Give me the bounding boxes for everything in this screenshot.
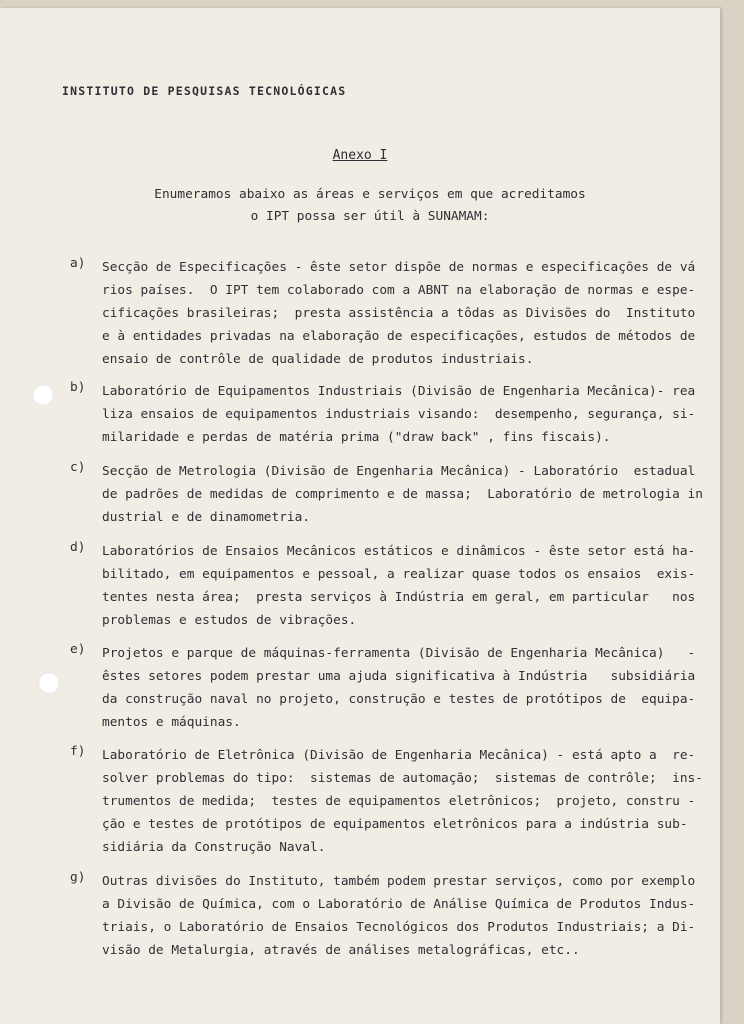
item-line: Laboratório de Eletrônica (Divisão de Engenharia Mecânica) - está apto a re-: [102, 748, 696, 763]
item-line: a Divisão de Química, com o Laboratório de Análise Química de Produtos Indus-: [102, 897, 696, 912]
item-line: Secção de Especificações - êste setor dispõe de normas e especificações de vá: [102, 260, 696, 275]
item-line: dustrial e de dinamometria.: [102, 510, 311, 525]
item-letter: d): [70, 540, 86, 555]
item-line: triais, o Laboratório de Ensaios Tecnológicos dos Produtos Industriais; a Di-: [102, 920, 696, 935]
punch-hole-top: [32, 384, 54, 406]
item-letter: f): [70, 744, 86, 759]
item-line: da construção naval no projeto, construção e testes de protótipos de equipa-: [102, 692, 696, 707]
intro-line: o IPT possa ser útil à SUNAMAM:: [250, 209, 490, 224]
annex-title: Anexo I: [332, 148, 388, 163]
item-line: de padrões de medidas de comprimento e de massa; Laboratório de metrologia in: [102, 487, 703, 502]
item-line: trumentos de medida; testes de equipamentos eletrônicos; projeto, constru -: [102, 794, 696, 809]
item-line: ção e testes de protótipos de equipamentos eletrônicos para a indústria sub-: [102, 817, 688, 832]
item-line: e à entidades privadas na elaboração de especificações, estudos de métodos de: [102, 329, 696, 344]
item-line: liza ensaios de equipamentos industriais visando: desempenho, segurança, si-: [102, 407, 696, 422]
item-line: mentos e máquinas.: [102, 715, 241, 730]
item-line: tentes nesta área; presta serviços à Indústria em geral, em particular nos: [102, 590, 696, 605]
item-line: Laboratórios de Ensaios Mecânicos estáticos e dinâmicos - êste setor está ha-: [102, 544, 696, 559]
item-line: Laboratório de Equipamentos Industriais (Divisão de Engenharia Mecânica)- rea: [102, 384, 696, 399]
intro-line: Enumeramos abaixo as áreas e serviços em que acreditamos: [154, 187, 586, 202]
item-line: Outras divisões do Instituto, também podem prestar serviços, como por exemplo: [102, 874, 696, 889]
item-line: visão de Metalurgia, através de análises metalográficas, etc..: [102, 943, 580, 958]
item-line: Secção de Metrologia (Divisão de Engenharia Mecânica) - Laboratório estadual: [102, 464, 696, 479]
item-line: êstes setores podem prestar uma ajuda significativa à Indústria subsidiária: [102, 669, 696, 684]
item-letter: b): [70, 380, 86, 395]
item-line: Projetos e parque de máquinas-ferramenta (Divisão de Engenharia Mecânica) -: [102, 646, 696, 661]
institution-header: INSTITUTO DE PESQUISAS TECNOLÓGICAS: [62, 84, 347, 98]
item-letter: g): [70, 870, 86, 885]
intro-text: [150, 184, 590, 228]
item-letter: e): [70, 642, 86, 657]
item-line: bilitado, em equipamentos e pessoal, a realizar quase todos os ensaios exis-: [102, 567, 696, 582]
item-line: ensaio de contrôle de qualidade de produtos industriais.: [102, 352, 534, 367]
item-line: sidiária da Construção Naval.: [102, 840, 326, 855]
item-line: problemas e estudos de vibrações.: [102, 613, 357, 628]
item-line: milaridade e perdas de matéria prima ("draw back" , fins fiscais).: [102, 430, 611, 445]
item-line: rios países. O IPT tem colaborado com a ABNT na elaboração de normas e espe-: [102, 283, 696, 298]
punch-hole-bottom: [38, 672, 60, 694]
item-line: solver problemas do tipo: sistemas de automação; sistemas de contrôle; ins-: [102, 771, 703, 786]
item-letter: c): [70, 460, 86, 475]
item-letter: a): [70, 256, 86, 271]
document-page: [0, 8, 720, 1024]
item-line: cificações brasileiras; presta assistência a tôdas as Divisões do Instituto: [102, 306, 696, 321]
